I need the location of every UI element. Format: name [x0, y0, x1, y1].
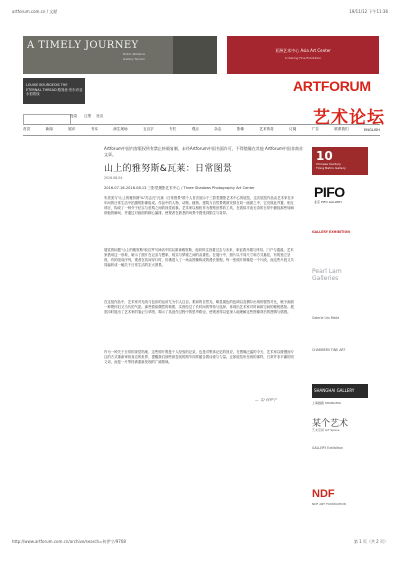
ad-caption: 艺术空间 Art Space	[312, 428, 340, 432]
banner-louise-bourgeois[interactable]	[23, 78, 85, 104]
banner-asia-art-center[interactable]	[227, 36, 379, 74]
print-footer-url: http://www.artforum.com.cn/archive/search=何伊宁/9768	[12, 539, 126, 544]
banner-text: LOUISE BOURGEOIS THE ETERNAL THREAD 路易丝·布尔乔亚 永恒的线	[26, 83, 83, 96]
print-footer-page: 第 1 页（共 2 页）	[353, 539, 388, 544]
nav-item-books[interactable]: 书本	[90, 127, 98, 131]
ad-caption: 上海画廊 SHANGHAI	[312, 401, 341, 405]
nav-item-contact[interactable]: 联系我们	[334, 127, 349, 131]
article-paragraph: 作为一种关于日常的视觉档案，这些照片既是个人经验的记录，也是对集体记忆的回应。在图像泛滥的今天，艺术家以缓慢而专注的方式重新审视身边的世界，提醒我们那些被忽视的细节同样蕴含着诗意与力量。正如展览所呈现的那样，日常并非平庸的同义词，而是一片等待被重新发现的广阔领域。	[104, 350, 294, 364]
exhibition-meta: 2016.07.16-2016.08.13 三影堂摄影艺术中心 / Three Shadows Photography Art Center	[104, 186, 255, 190]
article-paragraph: 展览的标题"山上的雅努斯"取自罗马神话中的双面神雅努斯，他同时注视着过去与未来，象征着开端与终结、门户与通道。艺术家借用这一形象，暗示了照片在记录与想象、现实与梦境之间的双重性。在展厅中，照片以不同尺寸和方式悬挂，有的独立呈现，有的组成序列，观者在其间穿行时，仿佛进入了一场由图像构成的漫长旅程。每一张照片都像是一个片段，而这些片段又共同编织成一幅关于日常生活的宏大图景。	[104, 248, 294, 267]
ad-logo: SHANGHAI GALLERY	[314, 388, 355, 393]
ad-caption: Chinese Century Tiong Bahru Gallery	[316, 162, 346, 170]
nav-item-news[interactable]: 新闻	[45, 127, 53, 131]
nav-item-views[interactable]: 观点	[191, 127, 199, 131]
ad-pearl-lam[interactable]: Pearl Lam Galleries	[312, 268, 342, 282]
ad-art-space[interactable]: 某个艺术	[312, 419, 349, 429]
nav-item-english[interactable]: ENGLISH	[364, 127, 380, 132]
nav-item-ads[interactable]: 广告	[311, 127, 319, 131]
ad-gallery[interactable]: Galerie Urs Meile	[312, 316, 340, 320]
banner-line: Gallery Terrain	[123, 57, 145, 61]
ad-chinese-century[interactable]	[312, 147, 368, 175]
main-nav	[23, 125, 380, 134]
search-button[interactable]: 搜索	[70, 114, 78, 118]
article-date: 2016.08.04	[104, 176, 123, 180]
ad-number: 10	[316, 149, 333, 163]
ad-pifo-gallery[interactable]	[312, 184, 368, 208]
login-link[interactable]: 登录	[96, 114, 104, 118]
ad-gallery[interactable]: GALLERY EXHIBITION	[312, 230, 350, 234]
ad-gallery[interactable]: CHAMBERS FINE ART	[312, 348, 346, 352]
banner-title: A TIMELY JOURNEY	[27, 40, 139, 51]
nav-item-subscribe[interactable]: 订阅	[289, 127, 297, 131]
ad-logo: PIFO	[314, 184, 345, 200]
nav-item-reviews[interactable]: 展评	[68, 127, 76, 131]
register-link[interactable]: 注册	[84, 114, 92, 118]
ad-caption: NDF ART FOUNDATION	[312, 502, 346, 506]
article-paragraph: 朱美美与"山上的雅努斯"&"苏志瓦"瓦莱（日常图景"联个人首次展示于三影堂摄影艺术中心的展览，这次展览作品由艺术家在多年间的日常生活中拍摄的影像组成。作品中的人物、动物、植物、建筑与自然景观被安排在同一画面之中，它们彼此并置、相互呼应，构成了一种介于纪实与虚构之间的视觉叙事。艺术家以相机作为观察世界的工具，在看似平淡无奇的日常中捕捉那些转瞬即逝的瞬间，并通过对画面的精心编排，使观者在熟悉的场景中感受到陌生与奇异。	[104, 196, 295, 215]
nav-item-columns[interactable]: 专栏	[169, 127, 177, 131]
nav-item-500words[interactable]: 五百字	[143, 127, 154, 131]
copyright-notice: Artforum中国内容版权所有禁止转载复制，未经Artforum中国书面许可，不得镜像在其他 Artforum中国非商业文章。	[104, 146, 303, 157]
ad-shanghai-gallery[interactable]	[312, 384, 368, 398]
banner-line: In Peking Fine Exhibition	[284, 56, 322, 60]
nav-item-film[interactable]: 影像	[236, 127, 245, 131]
banner-line: 亚洲艺术中心 Asia Art Center	[275, 48, 331, 53]
nav-item-live[interactable]: 演生现场	[113, 127, 128, 131]
logo-text-en: ARTFORUM	[293, 78, 371, 94]
nav-divider	[23, 135, 380, 136]
logo-text-zh: 艺术论坛	[313, 108, 385, 128]
article-author: — 文/ 何伊宁	[255, 398, 277, 402]
artforum-logo[interactable]	[293, 78, 380, 102]
banner-timely-journey[interactable]	[23, 36, 217, 74]
print-header-left: artforum.com.cn / 文献	[12, 9, 58, 14]
banner-image	[173, 36, 217, 74]
nav-item-magazine[interactable]: 杂志	[214, 127, 222, 131]
ad-ndf[interactable]: NDF	[312, 488, 335, 500]
banner-line: Robin Williams	[123, 52, 145, 56]
ad-caption: 北京 PIFO GALLERY	[314, 200, 343, 204]
nav-item-legends[interactable]: 艺术传奇	[259, 127, 274, 131]
article-title: 山上的雅努斯&瓦莱：日常图景	[104, 164, 233, 174]
ad-gallery[interactable]: GALLERY Exhibition	[312, 446, 344, 450]
nav-item-home[interactable]: 首页	[23, 127, 31, 131]
article-paragraph: 在这组作品中，艺术家对光线与色彩的运用尤为引人注目。柔和的自然光、略显褪色的色调以及偶尔出现的强烈对比，赋予画面一种既怀旧又当代的气质。那些看似偶然的构图，实则经过了长时间的等待与选择，体现出艺术家对时间和空间的敏锐感知。展览同时展出了艺术家的笔记与草图，揭示了其创作过程中的思考路径，使观者得以更深入地理解这些图像背后的逻辑与情感。	[104, 300, 294, 314]
print-header-right: 19/11/12 下午11:36	[349, 9, 388, 14]
